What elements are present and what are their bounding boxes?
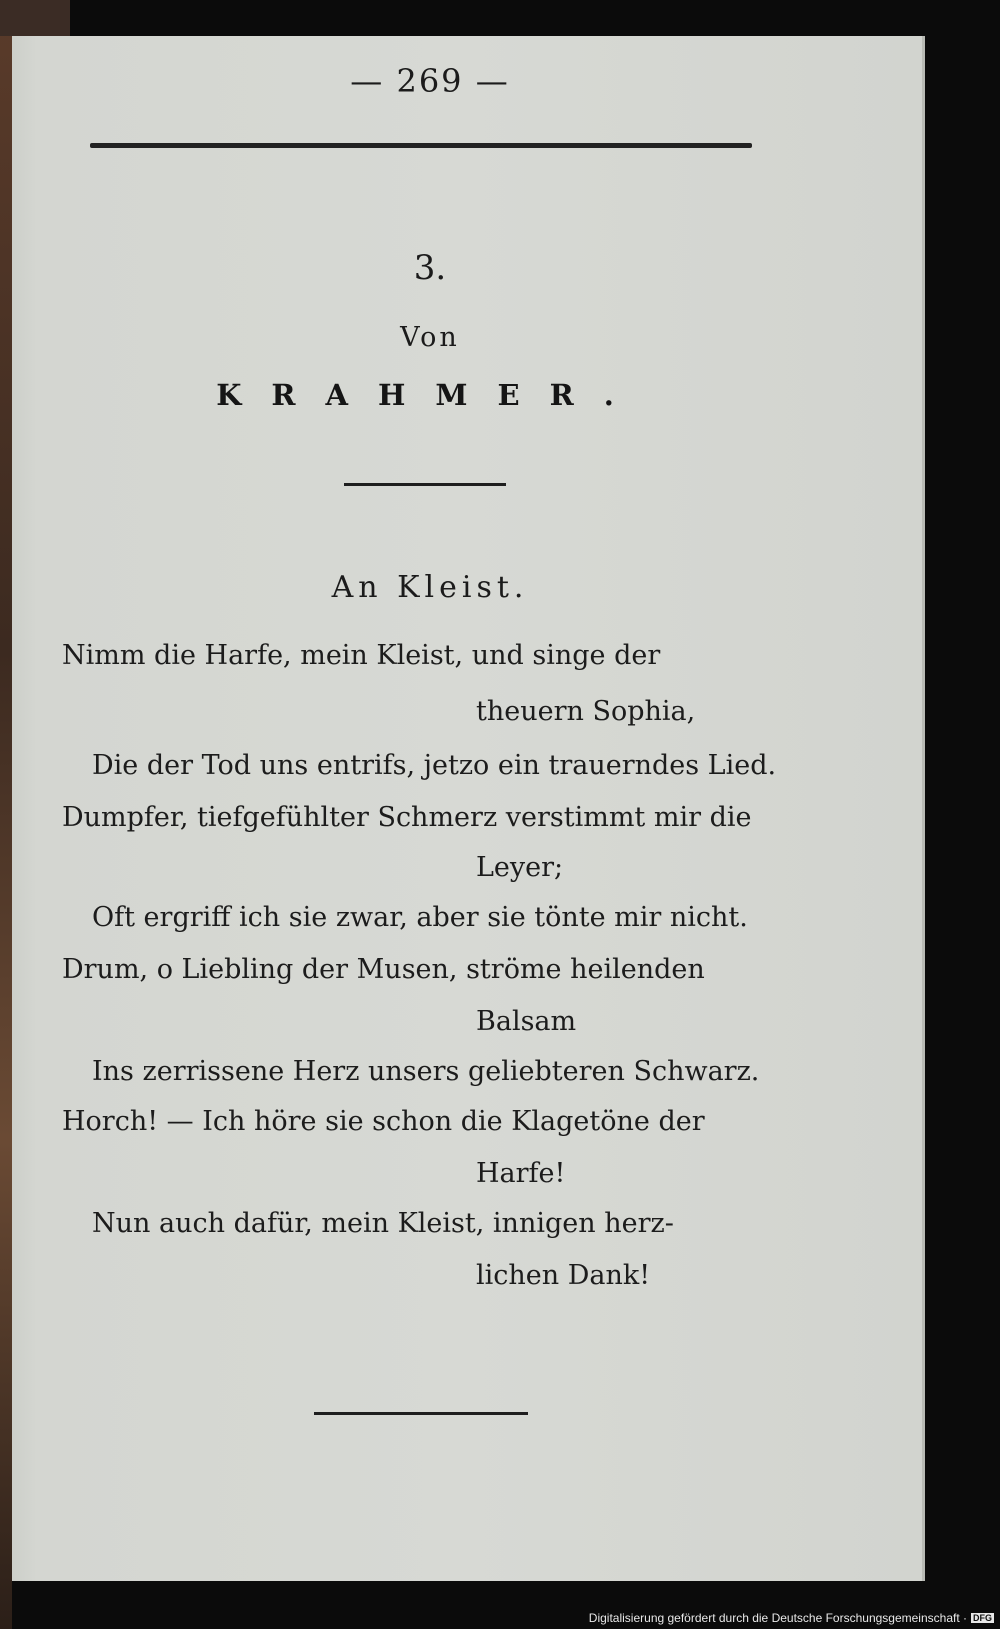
poem-line: Harfe! [476, 1158, 566, 1189]
poem-line: Ins zerrissene Herz unsers geliebteren Schwarz. [92, 1056, 760, 1087]
poem-line: Nimm die Harfe, mein Kleist, und singe der [62, 640, 661, 671]
page-number: — 269 — [350, 62, 510, 100]
poem-line: Drum, o Liebling der Musen, ströme heilenden [62, 954, 705, 985]
book-spine-edge [0, 0, 12, 1629]
section-divider [344, 483, 506, 486]
poem-line: Horch! — Ich höre sie schon die Klagetöne der [62, 1106, 705, 1137]
end-rule [314, 1412, 528, 1415]
chapter-number: 3. [413, 248, 447, 288]
poem-line: Die der Tod uns entrifs, jetzo ein trauerndes Lied. [92, 750, 777, 781]
byline-von: Von [400, 322, 460, 353]
poem-line: theuern Sophia, [476, 696, 696, 727]
poem-line: Dumpfer, tiefgefühlter Schmerz verstimmt mir die [62, 802, 752, 833]
digitization-credit [589, 1611, 994, 1625]
dfg-logo-icon: DFG [973, 1613, 992, 1623]
poem-line: lichen Dank! [476, 1260, 651, 1291]
poem-line: Oft ergriff ich sie zwar, aber sie tönte mir nicht. [92, 902, 748, 933]
poem-line: Nun auch dafür, mein Kleist, innigen herz- [92, 1208, 674, 1239]
author-name: KRAHMER. [216, 378, 644, 412]
book-cover-corner [0, 0, 70, 36]
header-rule [90, 143, 752, 148]
poem-title: An Kleist. [331, 570, 529, 605]
credit-text: Digitalisierung gefördert durch die Deutsche Forschungsgemeinschaft · [588, 1611, 967, 1625]
poem-line: Leyer; [476, 852, 564, 883]
poem-line: Balsam [476, 1006, 577, 1037]
